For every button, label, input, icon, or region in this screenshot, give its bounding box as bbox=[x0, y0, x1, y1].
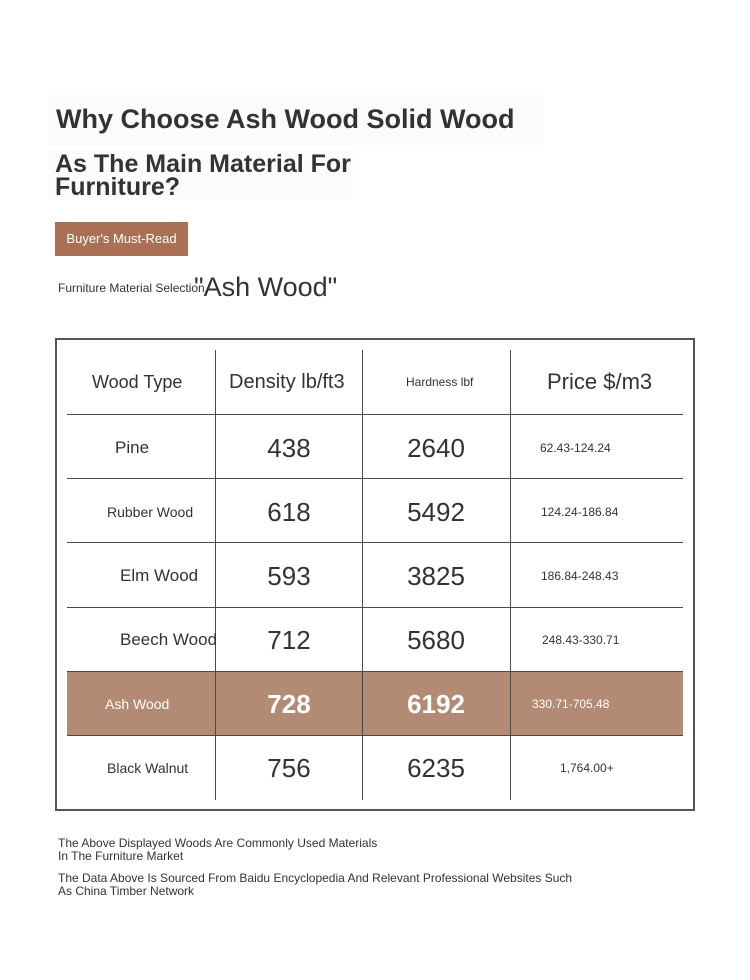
wood-name: Pine bbox=[115, 438, 150, 457]
hardness-value: 2640 bbox=[407, 433, 465, 463]
column-divider bbox=[510, 350, 511, 800]
price-value: 186.84-248.43 bbox=[541, 569, 619, 583]
material-selection-label: Furniture Material Selection bbox=[58, 281, 205, 295]
footnote-source-line1: The Data Above Is Sourced From Baidu Encyclopedia And Relevant Professional Websites Such bbox=[58, 871, 573, 885]
wood-name: Black Walnut bbox=[107, 760, 189, 776]
density-value: 728 bbox=[267, 689, 311, 719]
price-value: 248.43-330.71 bbox=[542, 633, 620, 647]
density-value: 712 bbox=[267, 625, 311, 655]
footnote-source-line2: As China Timber Network bbox=[58, 884, 195, 898]
density-value: 438 bbox=[267, 433, 311, 463]
footnote-market-line2: In The Furniture Market bbox=[58, 849, 184, 863]
hardness-value: 5492 bbox=[407, 497, 465, 527]
wood-name: Beech Wood bbox=[120, 630, 218, 649]
wood-name: Ash Wood bbox=[105, 696, 170, 712]
page-subtitle-line2: Furniture? bbox=[55, 173, 180, 201]
hardness-value: 6192 bbox=[407, 689, 465, 719]
footnote-market-line1: The Above Displayed Woods Are Commonly Used Materials bbox=[58, 836, 378, 850]
header-wood-type: Wood Type bbox=[92, 372, 183, 392]
buyers-must-read-badge: Buyer's Must-Read bbox=[55, 222, 188, 256]
row-divider bbox=[67, 414, 683, 415]
price-value: 1,764.00+ bbox=[560, 761, 614, 775]
header-density: Density lb/ft3 bbox=[229, 371, 345, 393]
wood-name: Elm Wood bbox=[120, 566, 199, 585]
footnote-market bbox=[58, 837, 377, 863]
material-selection-name: "Ash Wood" bbox=[194, 272, 338, 302]
page-subtitle-line1: As The Main Material For bbox=[55, 150, 351, 178]
price-value: 124.24-186.84 bbox=[541, 505, 619, 519]
density-value: 618 bbox=[267, 497, 311, 527]
wood-name: Rubber Wood bbox=[107, 504, 194, 520]
density-value: 593 bbox=[267, 561, 311, 591]
density-value: 756 bbox=[267, 753, 311, 783]
price-value: 62.43-124.24 bbox=[540, 441, 611, 455]
price-value: 330.71-705.48 bbox=[532, 697, 610, 711]
header-price: Price $/m3 bbox=[547, 369, 653, 394]
hardness-value: 6235 bbox=[407, 753, 465, 783]
footnote-source bbox=[58, 872, 572, 898]
page-title: Why Choose Ash Wood Solid Wood bbox=[48, 95, 543, 145]
hardness-value: 3825 bbox=[407, 561, 465, 591]
page-subtitle bbox=[48, 150, 353, 200]
hardness-value: 5680 bbox=[407, 625, 465, 655]
header-hardness: Hardness lbf bbox=[406, 375, 474, 389]
